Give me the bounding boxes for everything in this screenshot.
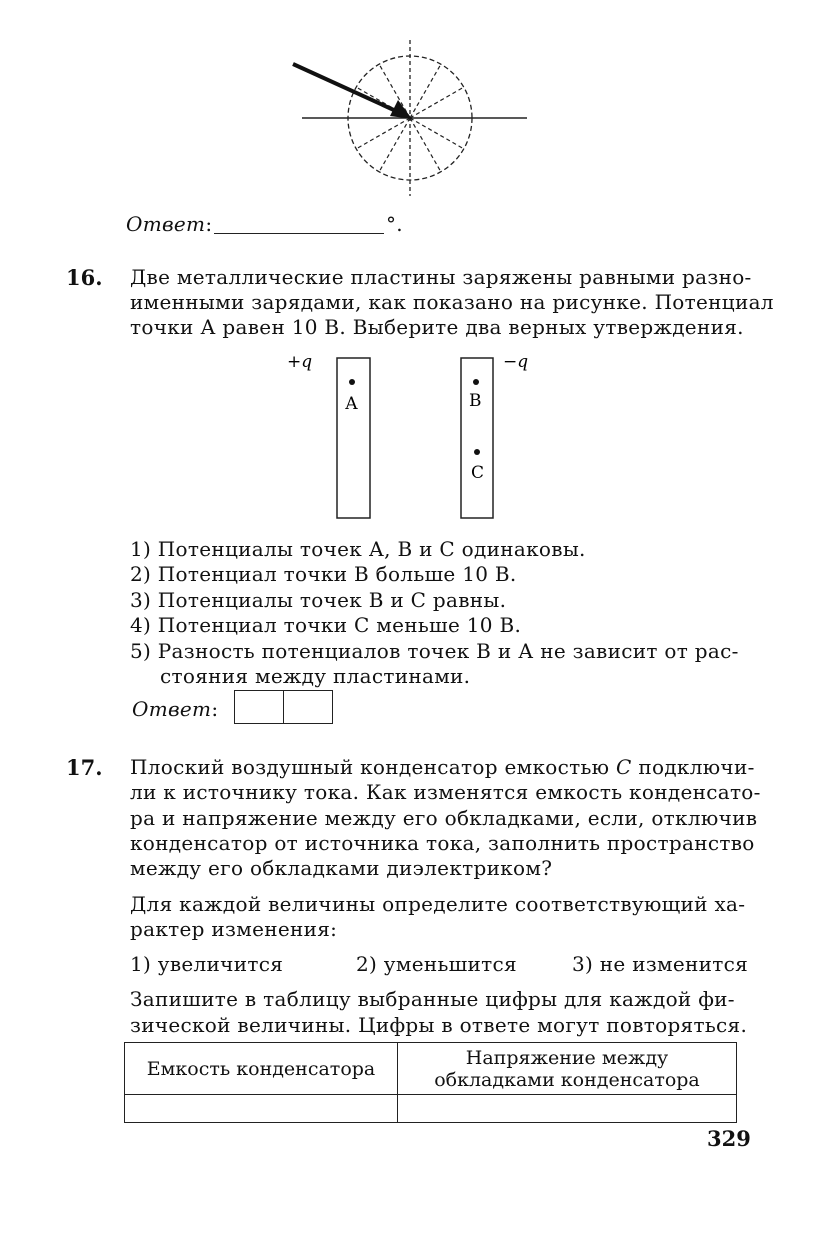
q16-answer-label: Ответ xyxy=(132,697,212,721)
q15-answer-colon: : xyxy=(205,212,213,236)
point-b-dot xyxy=(473,379,479,385)
point-b-label: В xyxy=(469,391,482,411)
q16-line-1: Две металлические пластины заряжены равными разно- xyxy=(130,265,752,289)
q15-answer-unit: °. xyxy=(386,212,403,236)
q17-header-voltage-line-1: Напряжение между xyxy=(465,1046,669,1069)
charge-plus-label: +q xyxy=(287,352,313,372)
q16-option-3: 3) Потенциалы точек В и С равны. xyxy=(130,588,507,612)
q16-option-5-cont: стояния между пластинами. xyxy=(160,664,471,688)
q16-option-2: 2) Потенциал точки В больше 10 В. xyxy=(130,562,517,586)
q17-choice-1: 1) увеличится xyxy=(130,952,284,976)
point-c-label: С xyxy=(471,463,485,483)
q17-header-capacity-text: Емкость конденсатора xyxy=(146,1057,376,1080)
q17-answer-capacity-cell[interactable] xyxy=(125,1095,398,1123)
q17-write-1: Запишите в таблицу выбранные цифры для каждой фи- xyxy=(130,987,735,1011)
q15-answer-blank[interactable] xyxy=(214,233,384,234)
q17-header-capacity xyxy=(125,1043,398,1095)
q17-instruction-1: Для каждой величины определите соответствующий ха- xyxy=(130,892,746,916)
q17-line-1-end: подключи- xyxy=(638,755,755,779)
q17-line-5: между его обкладками диэлектриком? xyxy=(130,856,553,880)
q16-option-4: 4) Потенциал точки С меньше 10 В. xyxy=(130,613,522,637)
q17-answer-voltage-cell[interactable] xyxy=(398,1095,737,1123)
q17-line-3: ра и напряжение между его обкладками, если, отключив xyxy=(130,806,758,830)
q16-answer xyxy=(132,697,218,722)
point-a-dot xyxy=(349,379,355,385)
q17-choice-3: 3) не изменится xyxy=(572,952,749,976)
q16-answer-colon: : xyxy=(211,697,219,721)
page-number: 329 xyxy=(707,1126,751,1151)
q17-line-2: ли к источнику тока. Как изменятся емкость конденсато- xyxy=(130,780,761,804)
q15-answer-label: Ответ xyxy=(126,212,206,236)
charge-minus-label: −q xyxy=(503,352,529,372)
q17-line-4: конденсатор от источника тока, заполнить пространство xyxy=(130,831,755,855)
q15-arrow-shaft xyxy=(293,64,396,111)
q17-instruction-2: рактер изменения: xyxy=(130,917,338,941)
q16-answer-box-2[interactable] xyxy=(283,690,333,724)
q17-answer-table xyxy=(124,1042,737,1123)
q16-option-1: 1) Потенциалы точек А, В и С одинаковы. xyxy=(130,537,586,561)
q17-line-1-text: Плоский воздушный конденсатор емкостью xyxy=(130,755,610,779)
q15-answer xyxy=(126,212,212,237)
q16-figure xyxy=(0,345,820,525)
q17-choice-2: 2) уменьшится xyxy=(356,952,517,976)
q17-header-voltage xyxy=(398,1043,737,1095)
q16-line-3: точки А равен 10 В. Выберите два верных утверждения. xyxy=(130,315,744,339)
q16-answer-box-1[interactable] xyxy=(234,690,284,724)
q17-line-1 xyxy=(130,755,755,780)
q16-number: 16. xyxy=(66,265,103,290)
point-c-dot xyxy=(474,449,480,455)
q17-write-2: зической величины. Цифры в ответе могут повторяться. xyxy=(130,1013,748,1037)
q17-header-voltage-line-2: обкладками конденсатора xyxy=(434,1068,700,1091)
q16-option-5: 5) Разность потенциалов точек В и А не зависит от рас- xyxy=(130,639,739,663)
q15-figure xyxy=(0,0,820,210)
q17-number: 17. xyxy=(66,755,103,780)
point-a-label: А xyxy=(345,394,358,414)
q16-line-2: именными зарядами, как показано на рисунке. Потенциал xyxy=(130,290,774,314)
q17-capacitance-symbol: C xyxy=(616,755,632,779)
